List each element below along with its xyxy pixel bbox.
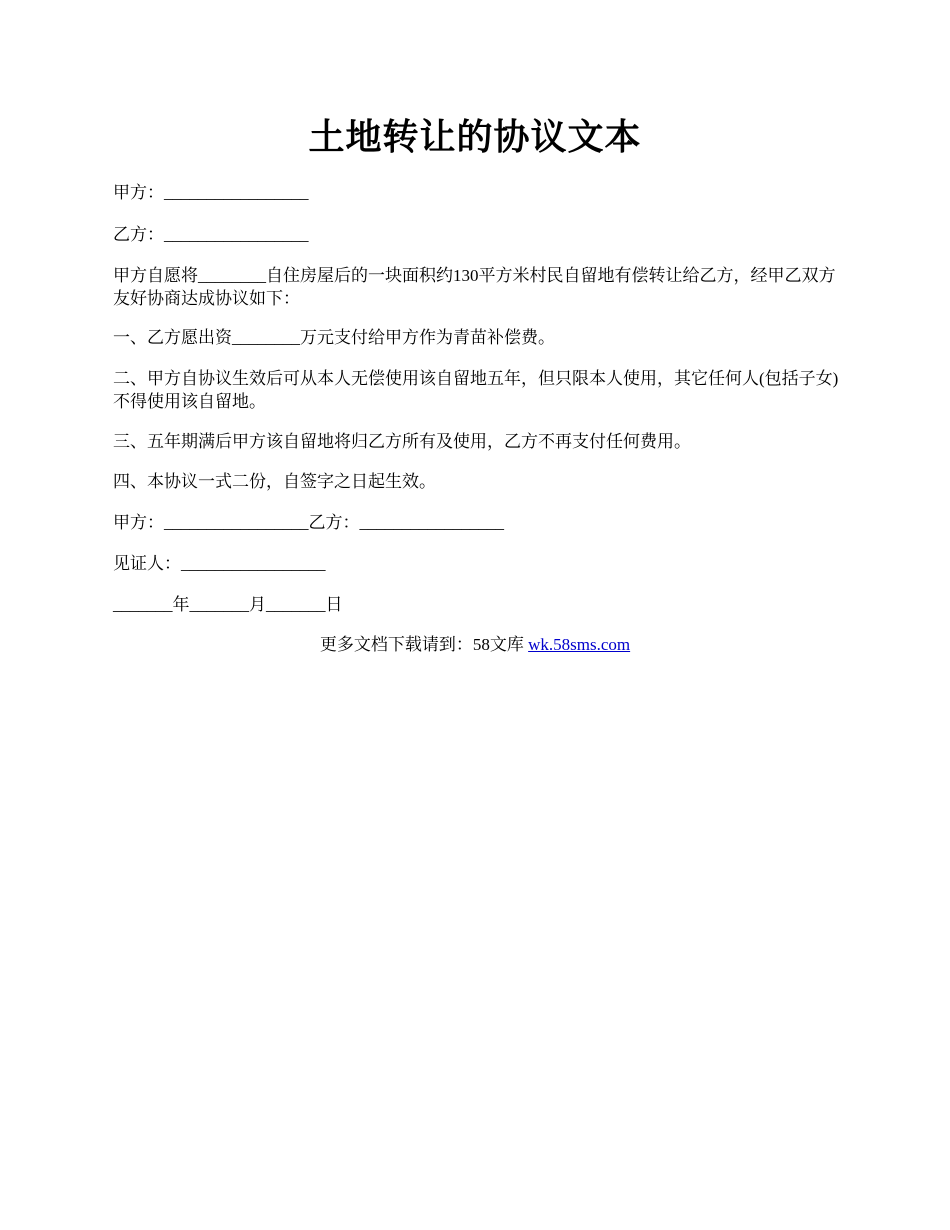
- document-title: 土地转让的协议文本: [308, 117, 642, 157]
- footer-link[interactable]: wk.58sms.com: [528, 635, 631, 654]
- clause-3: 三、五年期满后甲方该自留地将归乙方所有及使用，乙方不再支付任何费用。: [113, 432, 691, 451]
- intro-paragraph: 甲方自愿将________自住房屋后的一块面积约130平方米村民自留地有偿转让给乙方，经甲乙双方友好协商达成协议如下：: [113, 266, 836, 308]
- witness-line: 见证人：_________________: [113, 554, 326, 573]
- footer: [0, 633, 950, 656]
- clause-2: 二、甲方自协议生效后可从本人无偿使用该自留地五年，但只限本人使用，其它任何人(包括子女)不得使用该自留地。: [113, 369, 839, 411]
- footer-text: 更多文档下载请到：58文库: [319, 635, 529, 654]
- clause-1: 一、乙方愿出资________万元支付给甲方作为青苗补偿费。: [113, 328, 555, 347]
- date-line: _______年_______月_______日: [113, 595, 343, 614]
- party-a-line: 甲方：_________________: [113, 183, 309, 202]
- clause-4: 四、本协议一式二份，自签字之日起生效。: [113, 472, 436, 491]
- party-b-line: 乙方：_________________: [113, 225, 309, 244]
- signature-line: 甲方：_________________乙方：_________________: [113, 513, 504, 532]
